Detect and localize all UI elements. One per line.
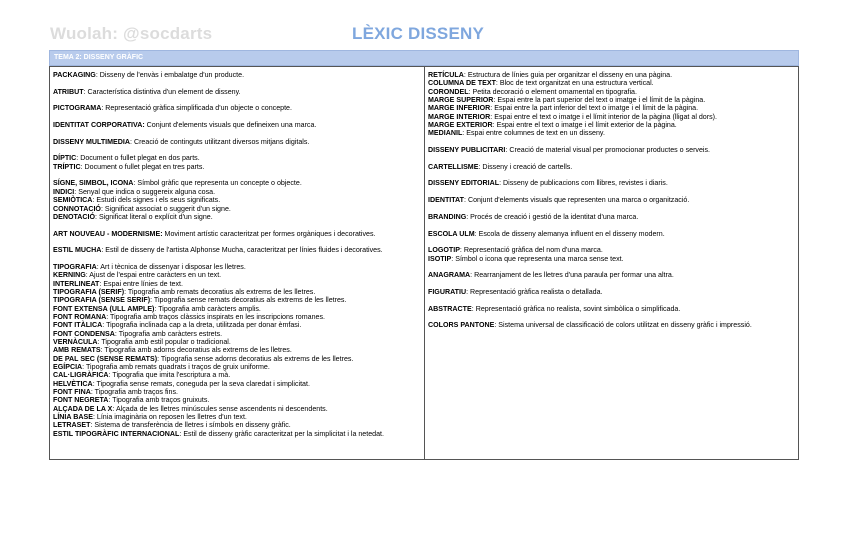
glossary-term: MEDIANIL xyxy=(428,129,463,138)
glossary-term: RETÍCULA xyxy=(428,71,464,79)
glossary-definition: : Bloc de text organitzat en una estructura vertical. xyxy=(495,79,654,88)
glossary-entry xyxy=(53,321,421,329)
entry-spacer xyxy=(428,313,796,321)
glossary-term: ABSTRACTE xyxy=(428,304,472,313)
entry-spacer xyxy=(53,96,421,104)
glossary-definition: : Tipografia amb caràcters estrets. xyxy=(114,329,223,338)
table-heading-label: TEMA 2: DISSENY GRÀFIC xyxy=(54,54,144,61)
glossary-definition: : Tipografia amb traços clàssics inspirats en les inscripcions romanes. xyxy=(106,312,326,321)
glossary-definition: : Conjunt d'elements visuals que representen una marca o organització. xyxy=(464,196,690,205)
glossary-term: FONT NEGRETA xyxy=(53,396,109,405)
glossary-definition: : Creació de material visual per promocionar productes o serveis. xyxy=(505,146,711,155)
glossary-entry xyxy=(53,230,421,238)
glossary-definition: : Símbol gràfic que representa un concepte o objecte. xyxy=(133,179,302,188)
glossary-entry xyxy=(428,246,796,254)
glossary-entry xyxy=(428,104,796,112)
glossary-definition: : Procés de creació i gestió de la identitat d'una marca. xyxy=(466,212,639,221)
glossary-term: ALÇADA DE LA X xyxy=(53,404,113,413)
watermark: Wuolah: @socdarts xyxy=(50,24,213,43)
table-heading xyxy=(49,50,799,66)
glossary-entry xyxy=(428,255,796,263)
glossary-definition: : Tipografia amb caràcters amplis. xyxy=(154,304,261,313)
glossary-definition: : Tipografia amb traços gruixuts. xyxy=(108,396,210,405)
glossary-entry xyxy=(53,305,421,313)
glossary-definition: : Significat associat o suggerit d'un signe. xyxy=(100,204,231,213)
glossary-term: MARGE INFERIOR xyxy=(428,104,491,113)
entry-spacer xyxy=(428,138,796,146)
glossary-entry xyxy=(53,104,421,112)
table-body xyxy=(49,66,799,460)
glossary-entry xyxy=(53,413,421,421)
glossary-term: DISSENY EDITORIAL xyxy=(428,179,500,188)
glossary-definition: : Representació gràfica simplificada d'un objecte o concepte. xyxy=(101,104,292,113)
glossary-term: EGÍPCIA xyxy=(53,363,83,372)
glossary-term: IDENTITAT xyxy=(428,196,464,205)
glossary-term: COLORS PANTONE xyxy=(428,321,495,330)
glossary-definition: : Senyal que indica o suggereix alguna cosa. xyxy=(74,187,216,196)
glossary-entry xyxy=(53,280,421,288)
glossary-entry xyxy=(53,263,421,271)
glossary-term: LETRASET xyxy=(53,421,91,430)
glossary-definition: : Tipografia amb estil popular o tradicional. xyxy=(97,338,231,346)
glossary-definition: : Representació gràfica del nom d'una marca. xyxy=(459,246,603,255)
glossary-term: FONT ROMANA xyxy=(53,312,107,321)
glossary-entry xyxy=(53,338,421,346)
glossary-term: SÍGNE, SIMBOL, ICONA xyxy=(53,179,134,188)
glossary-term: DISSENY MULTIMEDIA xyxy=(53,137,130,146)
glossary-entry xyxy=(428,79,796,87)
glossary-entry xyxy=(53,196,421,204)
glossary-definition: : Alçada de les lletres minúscules sense ascendents ni descendents. xyxy=(112,404,328,413)
entry-spacer xyxy=(428,263,796,271)
glossary-term: LOGOTIP xyxy=(428,246,460,255)
glossary-entry xyxy=(428,196,796,204)
glossary-term: FONT ITÀLICA xyxy=(53,321,103,330)
glossary-definition: Moviment artístic caracteritzat per formes orgàniques i decoratives. xyxy=(162,229,376,238)
glossary-entry xyxy=(53,296,421,304)
glossary-entry xyxy=(53,355,421,363)
glossary-term: AMB REMATS xyxy=(53,346,101,355)
glossary-term: CORONDEL xyxy=(428,87,469,96)
glossary-entry xyxy=(53,179,421,187)
entry-spacer xyxy=(428,238,796,246)
glossary-entry xyxy=(53,346,421,354)
glossary-entry xyxy=(53,205,421,213)
glossary-term: TRÍPTIC xyxy=(53,162,81,171)
glossary-definition: : Espai entre el text o imatge i el límit exterior de la pàgina. xyxy=(492,121,677,130)
glossary-definition: : Significat literal o explícit d'un signe. xyxy=(95,212,213,221)
glossary-entry xyxy=(53,71,421,79)
glossary-entry xyxy=(428,288,796,296)
glossary-definition: : Document o fullet plegat en dos parts. xyxy=(76,154,200,163)
glossary-entry xyxy=(53,388,421,396)
glossary-term: MARGE INTERIOR xyxy=(428,112,491,121)
glossary-entry xyxy=(428,129,796,137)
glossary-entry xyxy=(428,163,796,171)
entry-spacer xyxy=(53,129,421,137)
glossary-definition: : Art i tècnica de dissenyar i disposar les lletres. xyxy=(96,262,246,271)
glossary-term: TIPOGRAFIA xyxy=(53,262,97,271)
glossary-term: CONNOTACIÓ xyxy=(53,204,101,213)
glossary-definition: : Tipografia sense adorns decoratius als extrems de les lletres. xyxy=(157,354,354,363)
glossary-entry xyxy=(53,88,421,96)
glossary-term: MARGE EXTERIOR xyxy=(428,121,493,130)
glossary-term: IDENTITAT CORPORATIVA: xyxy=(53,121,145,130)
entry-spacer xyxy=(428,154,796,162)
glossary-term: VERNÀCULA xyxy=(53,338,98,346)
glossary-term: FIGURATIU xyxy=(428,287,467,296)
glossary-entry xyxy=(428,271,796,279)
glossary-term: MARGE SUPERIOR xyxy=(428,96,494,105)
glossary-entry xyxy=(428,179,796,187)
glossary-entry xyxy=(428,88,796,96)
glossary-term: COLUMNA DE TEXT xyxy=(428,79,496,88)
glossary-term: ANAGRAMA xyxy=(428,271,471,280)
glossary-entry xyxy=(53,154,421,162)
glossary-definition: : Símbol o icona que representa una marca sense text. xyxy=(451,254,624,263)
glossary-term: ATRIBUT xyxy=(53,87,84,96)
glossary-definition: : Espai entre el text o imatge i el límit interior de la pàgina (lligat al dors). xyxy=(490,112,717,121)
glossary-entry xyxy=(428,230,796,238)
glossary-entry xyxy=(428,71,796,79)
entry-spacer xyxy=(428,280,796,288)
glossary-entry xyxy=(53,396,421,404)
glossary-definition: : Rearranjament de les lletres d'una paraula per formar una altra. xyxy=(470,271,674,280)
right-column xyxy=(428,71,796,330)
glossary-term: ISOTIP xyxy=(428,254,452,263)
entry-spacer xyxy=(53,221,421,229)
glossary-definition: : Tipografia sense remats decoratius als extrems de les lletres. xyxy=(150,296,347,305)
left-column xyxy=(53,71,421,438)
glossary-definition: : Espai entre la part superior del text o imatge i el límit de la pàgina. xyxy=(493,96,706,105)
glossary-entry xyxy=(53,421,421,429)
column-divider xyxy=(424,67,425,459)
glossary-term: DE PAL SEC (SENSE REMATS) xyxy=(53,354,158,363)
glossary-entry xyxy=(428,113,796,121)
glossary-entry xyxy=(53,405,421,413)
glossary-definition: : Sistema universal de classificació de colors utilitzat en disseny gràfic i impressió. xyxy=(494,321,752,330)
glossary-definition: : Estil de disseny de l'artista Alphonse Mucha, caracteritzat per línies fluides i decoratives. xyxy=(101,246,383,255)
document-title: LÈXIC DISSENY xyxy=(352,24,485,43)
glossary-entry xyxy=(53,163,421,171)
glossary-term: BRANDING xyxy=(428,212,467,221)
glossary-entry xyxy=(53,380,421,388)
glossary-term: INDICI xyxy=(53,187,75,196)
glossary-term: FONT FINA xyxy=(53,388,91,397)
glossary-definition: Conjunt d'elements visuals que defineixen una marca. xyxy=(144,121,317,130)
glossary-definition: : Representació gràfica realista o detallada. xyxy=(466,287,603,296)
glossary-definition: : Tipografia amb adorns decoratius als extrems de les lletres. xyxy=(100,346,292,355)
glossary-term: DENOTACIÓ xyxy=(53,212,96,221)
entry-spacer xyxy=(428,171,796,179)
glossary-definition: : Ajust de l'espai entre caràcters en un text. xyxy=(85,271,222,280)
glossary-definition: : Document o fullet plegat en tres parts. xyxy=(80,162,205,171)
entry-spacer xyxy=(428,296,796,304)
entry-spacer xyxy=(53,113,421,121)
glossary-entry xyxy=(53,121,421,129)
glossary-term: CAL·LIGRÀFICA xyxy=(53,371,109,380)
glossary-term: ESTIL TIPOGRÀFIC INTERNACIONAL xyxy=(53,429,180,438)
glossary-term: HELVÈTICA xyxy=(53,379,93,388)
glossary-term: ART NOUVEAU - MODERNISME: xyxy=(53,229,163,238)
glossary-definition: : Espai entre la part inferior del text o imatge i el límit de la pàgina. xyxy=(490,104,699,113)
glossary-term: LÍNIA BASE xyxy=(53,413,93,422)
glossary-definition: : Tipografia amb traços fins. xyxy=(90,388,178,397)
glossary-term: ESTIL MUCHA xyxy=(53,246,102,255)
entry-spacer xyxy=(428,205,796,213)
entry-spacer xyxy=(53,255,421,263)
glossary-definition: : Característica distintiva d'un element de disseny. xyxy=(83,87,241,96)
glossary-term: TIPOGRAFIA (SENSE SERIF) xyxy=(53,296,151,305)
glossary-term: FONT CONDENSA xyxy=(53,329,115,338)
glossary-definition: : Estructura de línies guia per organitzar el disseny en una pàgina. xyxy=(463,71,673,79)
glossary-definition: : Disseny de publicacions com llibres, revistes i diaris. xyxy=(499,179,668,188)
glossary-definition: : Petita decoració o element ornamental en tipografia. xyxy=(468,87,637,96)
glossary-term: PICTOGRAMA xyxy=(53,104,102,113)
glossary-definition: : Tipografia que imita l'escriptura a mà. xyxy=(108,371,231,380)
glossary-definition: : Representació gràfica no realista, sovint simbòlica o simplificada. xyxy=(471,304,681,313)
glossary-term: PACKAGING xyxy=(53,71,96,79)
glossary-entry xyxy=(53,213,421,221)
glossary-entry xyxy=(428,146,796,154)
entry-spacer xyxy=(428,221,796,229)
glossary-definition: : Escola de disseny alemanya influent en el disseny modern. xyxy=(474,229,665,238)
glossary-definition: : Espai entre línies de text. xyxy=(99,279,183,288)
glossary-entry xyxy=(53,246,421,254)
glossary-term: CARTELLISME xyxy=(428,162,479,171)
glossary-definition: : Estil de disseny gràfic caracteritzat per la simplicitat i la netedat. xyxy=(179,429,384,438)
glossary-table xyxy=(49,50,799,460)
glossary-definition: : Estudi dels signes i els seus significats. xyxy=(92,196,221,205)
glossary-term: KERNING xyxy=(53,271,86,280)
glossary-entry xyxy=(428,305,796,313)
glossary-entry xyxy=(53,330,421,338)
glossary-term: SEMIÒTICA xyxy=(53,196,93,205)
glossary-term: INTERLINEAT xyxy=(53,279,100,288)
glossary-entry xyxy=(428,121,796,129)
glossary-definition: : Línia imaginària on reposen les lletres d'un text. xyxy=(92,413,247,422)
glossary-entry xyxy=(428,96,796,104)
glossary-term: ESCOLA ULM xyxy=(428,229,475,238)
glossary-entry xyxy=(53,271,421,279)
glossary-term: FONT EXTENSA (ULL AMPLE) xyxy=(53,304,155,313)
glossary-entry xyxy=(428,213,796,221)
entry-spacer xyxy=(53,238,421,246)
glossary-definition: : Tipografia inclinada cap a la dreta, utilitzada per donar èmfasi. xyxy=(102,321,302,330)
glossary-definition: : Espai entre columnes de text en un disseny. xyxy=(462,129,605,138)
glossary-definition: : Disseny i creació de cartells. xyxy=(478,162,573,171)
glossary-entry xyxy=(53,430,421,438)
glossary-definition: : Tipografia sense remats, coneguda per la seva claredat i simplicitat. xyxy=(92,379,310,388)
glossary-entry xyxy=(428,321,796,329)
glossary-entry xyxy=(53,138,421,146)
glossary-entry xyxy=(53,188,421,196)
glossary-definition: : Creació de continguts utilitzant diversos mitjans digitals. xyxy=(130,137,310,146)
glossary-term: DISSENY PUBLICITARI xyxy=(428,146,506,155)
glossary-entry xyxy=(53,288,421,296)
glossary-definition: : Disseny de l'envàs i embalatge d'un producte. xyxy=(95,71,245,79)
glossary-term: TIPOGRAFIA (SERIF) xyxy=(53,287,125,296)
glossary-definition: : Tipografia amb remats decoratius als extrems de les lletres. xyxy=(124,287,316,296)
glossary-definition: : Tipografia amb remats quadrats i traços de gruix uniforme. xyxy=(82,363,270,372)
entry-spacer xyxy=(428,188,796,196)
glossary-definition: : Sistema de transferència de lletres i símbols en disseny gràfic. xyxy=(90,421,291,430)
glossary-term: DÍPTIC xyxy=(53,154,77,163)
entry-spacer xyxy=(53,79,421,87)
glossary-entry xyxy=(53,371,421,379)
